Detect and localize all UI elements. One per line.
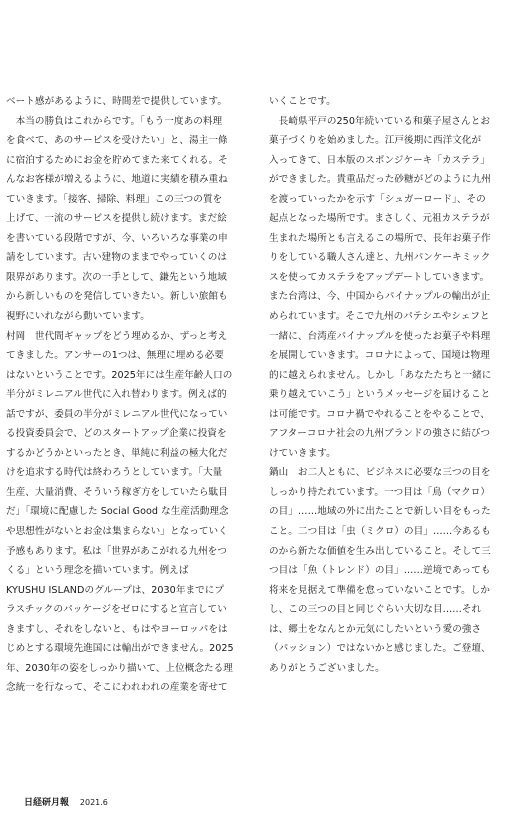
text-line: 念統一を行なって、そこにわれわれの産業を寄せて — [6, 682, 228, 694]
text-line: 将来を見据えて準備を怠っていないことです。しか — [269, 584, 491, 596]
journal-name: 日経研月報 — [24, 798, 70, 808]
text-line: ベート感があるように、時間差で提供しています。 — [6, 96, 228, 107]
text-line: ていきます。「接客、掃除、料理」この三つの質を — [6, 193, 223, 205]
text-line: ありがとうございました。 — [269, 662, 385, 674]
text-line: し、この三つの目と同じぐらい大切な目……それ — [269, 604, 482, 616]
text-line: 菓子づくりを始めました。江戸後期に西洋文化が — [269, 135, 482, 147]
text-line: は可能です。コロナ禍でやれることをやることで、 — [269, 408, 490, 420]
issue-date: 2021.6 — [79, 798, 108, 807]
text-line: KYUSHU ISLANDのグループは、2030年までにプ — [6, 584, 225, 596]
text-line: スを使ってカステラをアップデートしていきます。 — [269, 271, 490, 283]
text-line: ができました。貴重品だった砂糖がどのように九州 — [269, 174, 491, 186]
text-line: しっかり持たれています。一つ目は「鳥（マクロ） — [269, 486, 491, 498]
text-line: 入ってきて、日本版のスポンジケーキ「カステラ」 — [269, 154, 490, 166]
text-line: の目」……地域の外に出たことで新しい目をもった — [269, 506, 491, 518]
text-line: を渡っていったかを示す「シュガーロード」、その — [269, 193, 486, 205]
text-line: は、郷土をなんとか元気にしたいという愛の強さ — [269, 623, 482, 635]
text-line: するかどうかといったとき、単純に利益の極大化だ — [6, 447, 228, 459]
text-line: 鍋山 お二人ともに、ビジネスに必要な三つの目を — [269, 467, 491, 479]
text-line: アフターコロナ社会の九州ブランドの強さに結びつ — [269, 428, 491, 440]
text-line: から新しいものを発信していきたい。新しい旅館も — [6, 291, 228, 303]
text-line: 起点となった場所です。まさしく、元祖カステラが — [269, 213, 490, 225]
text-line: 予感もあります。私は「世界があこがれる九州をつ — [6, 545, 228, 557]
text-line: 上げて、一流のサービスを提供し続けます。まだ絵 — [6, 213, 227, 225]
text-line: を食べて、あのサービスを受けたい」と、湯主一條 — [6, 135, 228, 147]
text-line: りをしている職人さん達と、九州パンケーキミック — [269, 252, 491, 264]
text-line: る投資委員会で、どのスタートアップ企業に投資を — [6, 428, 227, 440]
text-line: 請をしています。古い建物のままでやっていくのは — [6, 252, 228, 264]
text-line: 半分がミレニアル世代に入れ替わります。例えば的 — [6, 389, 227, 401]
text-line: められています。そこで九州のパテシエやシェフと — [269, 311, 490, 323]
article-left-column — [6, 92, 247, 698]
text-line: 的に越えられません。しかし「あなたたちと一緒に — [269, 369, 492, 381]
text-line: てきました。アンサーの1つは、無理に埋める必要 — [6, 350, 224, 362]
text-line: 生産、大量消費、そういう稼ぎ方をしていたら駄目 — [6, 486, 228, 498]
text-line: んなお客様が増えるように、地道に実績を積み重ね — [6, 174, 228, 186]
text-line: だ」「環境に配慮した Social Good な生産活動理念 — [6, 506, 229, 518]
text-line: 乗り越えていこう」というメッセージを届けること — [269, 389, 491, 401]
text-line: のから新たな価値を生み出していること。そして三 — [269, 545, 491, 557]
text-line: はないということです。2025年には生産年齢人口の — [6, 369, 233, 381]
text-line: また台湾は、今、中国からパイナップルの輸出が止 — [269, 291, 491, 303]
text-line: けを追求する時代は終わろうとしています。「大量 — [6, 467, 223, 479]
text-line: や思想性がないとお金は集まらない」となっていく — [6, 526, 228, 538]
article-right-column — [269, 92, 510, 678]
text-line: 年、2030年の姿をしっかり描いて、上位概念たる理 — [6, 662, 233, 674]
text-line: 本当の勝負はこれからです。「もう一度あの料理 — [6, 115, 223, 127]
text-line: 話ですが、委員の半分がミレニアル世代になってい — [6, 408, 228, 420]
text-line: を書いている段階ですが、今、いろいろな事業の申 — [6, 232, 228, 244]
text-line: ラスチックのパッケージをゼロにすると宣言してい — [6, 604, 227, 616]
text-line: 生まれた場所とも言えるこの場所で、長年お菓子作 — [269, 232, 491, 244]
text-line: 村岡 世代間ギャップをどう埋めるか、ずっと考え — [6, 330, 228, 342]
text-line: いくことです。 — [269, 96, 336, 107]
text-line: じめとする環境先進国には輸出ができません。2025 — [6, 643, 234, 655]
text-line: くる」という理念を描いています。例えば — [6, 565, 189, 577]
text-line: （パッション）ではないかと感じました。ご登壇、 — [269, 643, 491, 655]
text-line: 視野にいれながら動いています。 — [6, 311, 150, 323]
text-line: 長崎県平戸の250年続いている和菓子屋さんとお — [269, 115, 490, 127]
text-line: こと。二つ目は「虫（ミクロ）の目」……今あるも — [269, 526, 491, 538]
text-line: に宿泊するためにお金を貯めてまた来てくれる。そ — [6, 154, 228, 166]
text-line: きますし、それをしないと、もはやヨーロッパをは — [6, 623, 228, 635]
text-line: を展開していきます。コロナによって、国境は物理 — [269, 350, 490, 362]
text-line: けていきます。 — [269, 447, 336, 459]
page-footer — [24, 797, 108, 809]
text-line: つ目は「魚（トレンド）の目」……逆境であっても — [269, 565, 491, 577]
text-line: 限界があります。次の一手として、鎌先という地域 — [6, 271, 227, 283]
text-line: 一緒に、台湾産パイナップルを使ったお菓子や料理 — [269, 330, 491, 342]
